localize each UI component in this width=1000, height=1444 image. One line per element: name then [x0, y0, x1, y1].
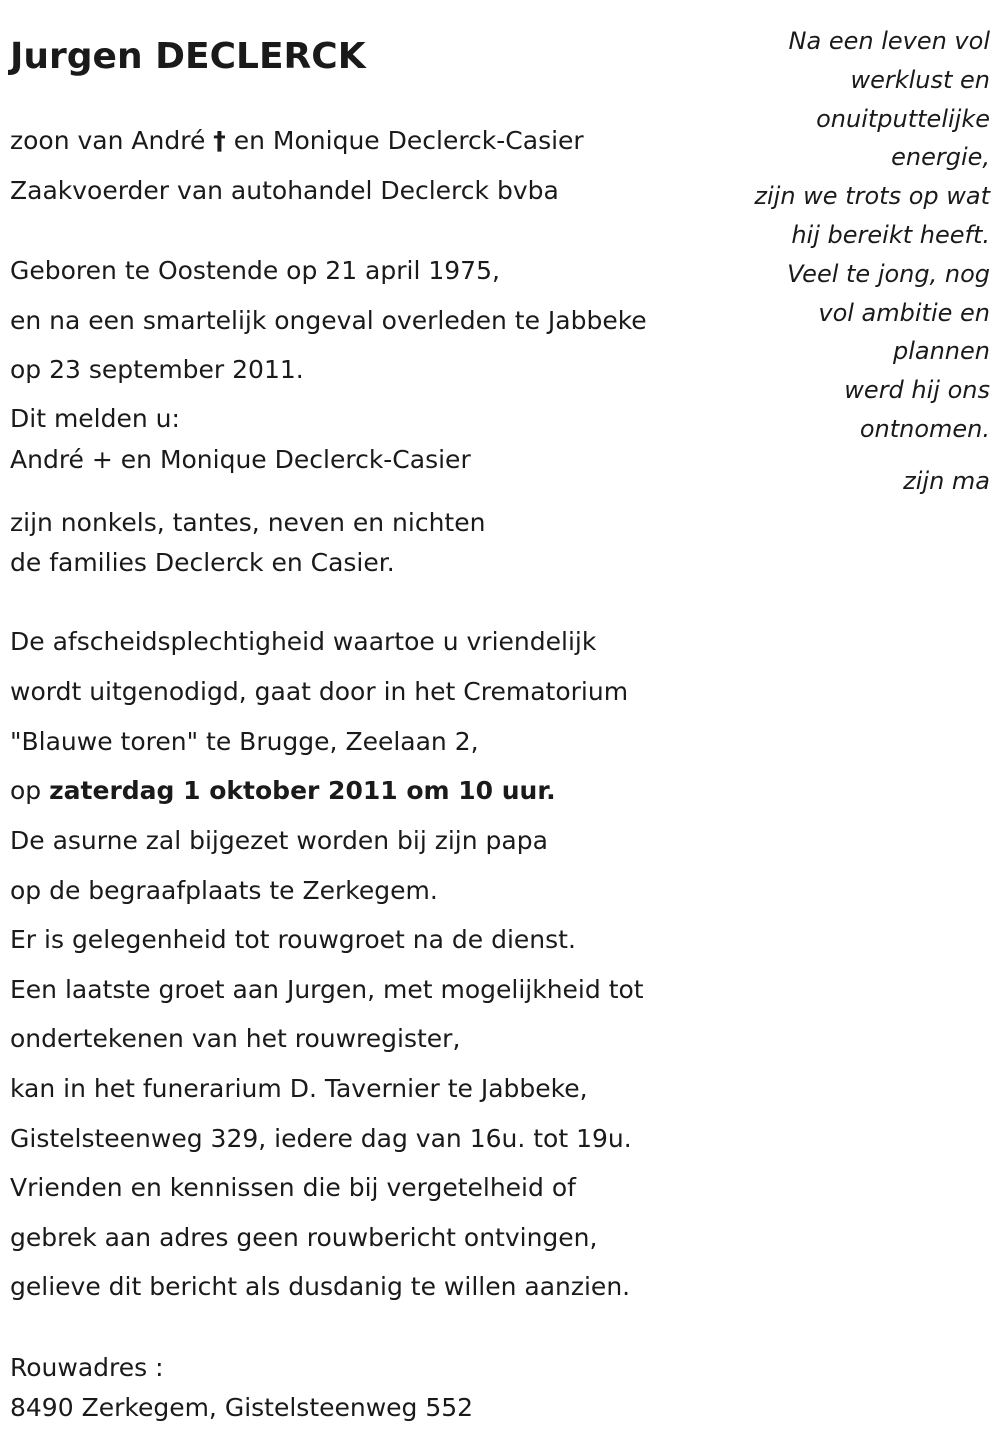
- poem-line: energie,: [891, 143, 990, 172]
- poem-line: hij bereikt heeft.: [791, 220, 990, 249]
- poem-line: plannen: [892, 337, 990, 366]
- address-label: Rouwadres :: [10, 1353, 164, 1382]
- ceremony-date: zaterdag 1 oktober 2011 om 10 uur.: [49, 776, 556, 805]
- son-of-prefix: zoon van André: [10, 126, 206, 155]
- address-value: 8490 Zerkegem, Gistelsteenweg 552: [10, 1393, 474, 1422]
- ceremony-date-line: [10, 776, 556, 805]
- ceremony-line: op de begraafplaats te Zerkegem.: [10, 876, 438, 905]
- announcers-family-line: zijn nonkels, tantes, neven en nichten: [10, 508, 486, 537]
- ceremony-line: Vrienden en kennissen die bij vergetelheid of: [10, 1173, 576, 1202]
- announcers-family-line: de families Declerck en Casier.: [10, 548, 395, 577]
- ceremony-line: gebrek aan adres geen rouwbericht ontvingen,: [10, 1223, 598, 1252]
- poem-line: zijn we trots op wat: [754, 182, 990, 211]
- poem-line: ontnomen.: [859, 414, 990, 443]
- poem-line: Veel te jong, nog: [787, 259, 990, 288]
- announcers-parents: André + en Monique Declerck-Casier: [10, 445, 471, 474]
- memorial-poem: [720, 22, 990, 449]
- ceremony-date-prefix: op: [10, 776, 42, 805]
- poem-signature: zijn ma: [903, 467, 990, 495]
- son-of-suffix: en Monique Declerck-Casier: [233, 126, 584, 155]
- death-line: en na een smartelijk ongeval overleden te Jabbeke: [10, 306, 647, 335]
- poem-line: vol ambitie en: [818, 298, 990, 327]
- ceremony-line: Er is gelegenheid tot rouwgroet na de dienst.: [10, 925, 576, 954]
- poem-line: onuitputtelijke: [816, 104, 990, 133]
- ceremony-line: Een laatste groet aan Jurgen, met mogelijkheid tot: [10, 975, 644, 1004]
- birth-line: Geboren te Oostende op 21 april 1975,: [10, 256, 500, 285]
- ceremony-line: Gistelsteenweg 329, iedere dag van 16u. tot 19u.: [10, 1124, 632, 1153]
- ceremony-line: gelieve dit bericht als dusdanig te willen aanzien.: [10, 1272, 631, 1301]
- poem-line: Na een leven vol: [788, 27, 990, 55]
- announcers-heading: Dit melden u:: [10, 404, 180, 433]
- ceremony-line: "Blauwe toren" te Brugge, Zeelaan 2,: [10, 727, 479, 756]
- poem-line: werd hij ons: [844, 376, 990, 405]
- ceremony-line: wordt uitgenodigd, gaat door in het Crematorium: [10, 677, 629, 706]
- son-of-line: [10, 126, 584, 155]
- ceremony-line: kan in het funerarium D. Tavernier te Jabbeke,: [10, 1074, 588, 1103]
- cross-icon: †: [213, 126, 226, 155]
- ceremony-line: ondertekenen van het rouwregister,: [10, 1024, 461, 1053]
- death-date-line: op 23 september 2011.: [10, 355, 304, 384]
- ceremony-line: De asurne zal bijgezet worden bij zijn papa: [10, 826, 548, 855]
- poem-line: werklust en: [850, 65, 990, 94]
- ceremony-line: De afscheidsplechtigheid waartoe u vriendelijk: [10, 627, 597, 656]
- occupation-line: Zaakvoerder van autohandel Declerck bvba: [10, 176, 559, 205]
- deceased-name: Jurgen DECLERCK: [10, 36, 366, 77]
